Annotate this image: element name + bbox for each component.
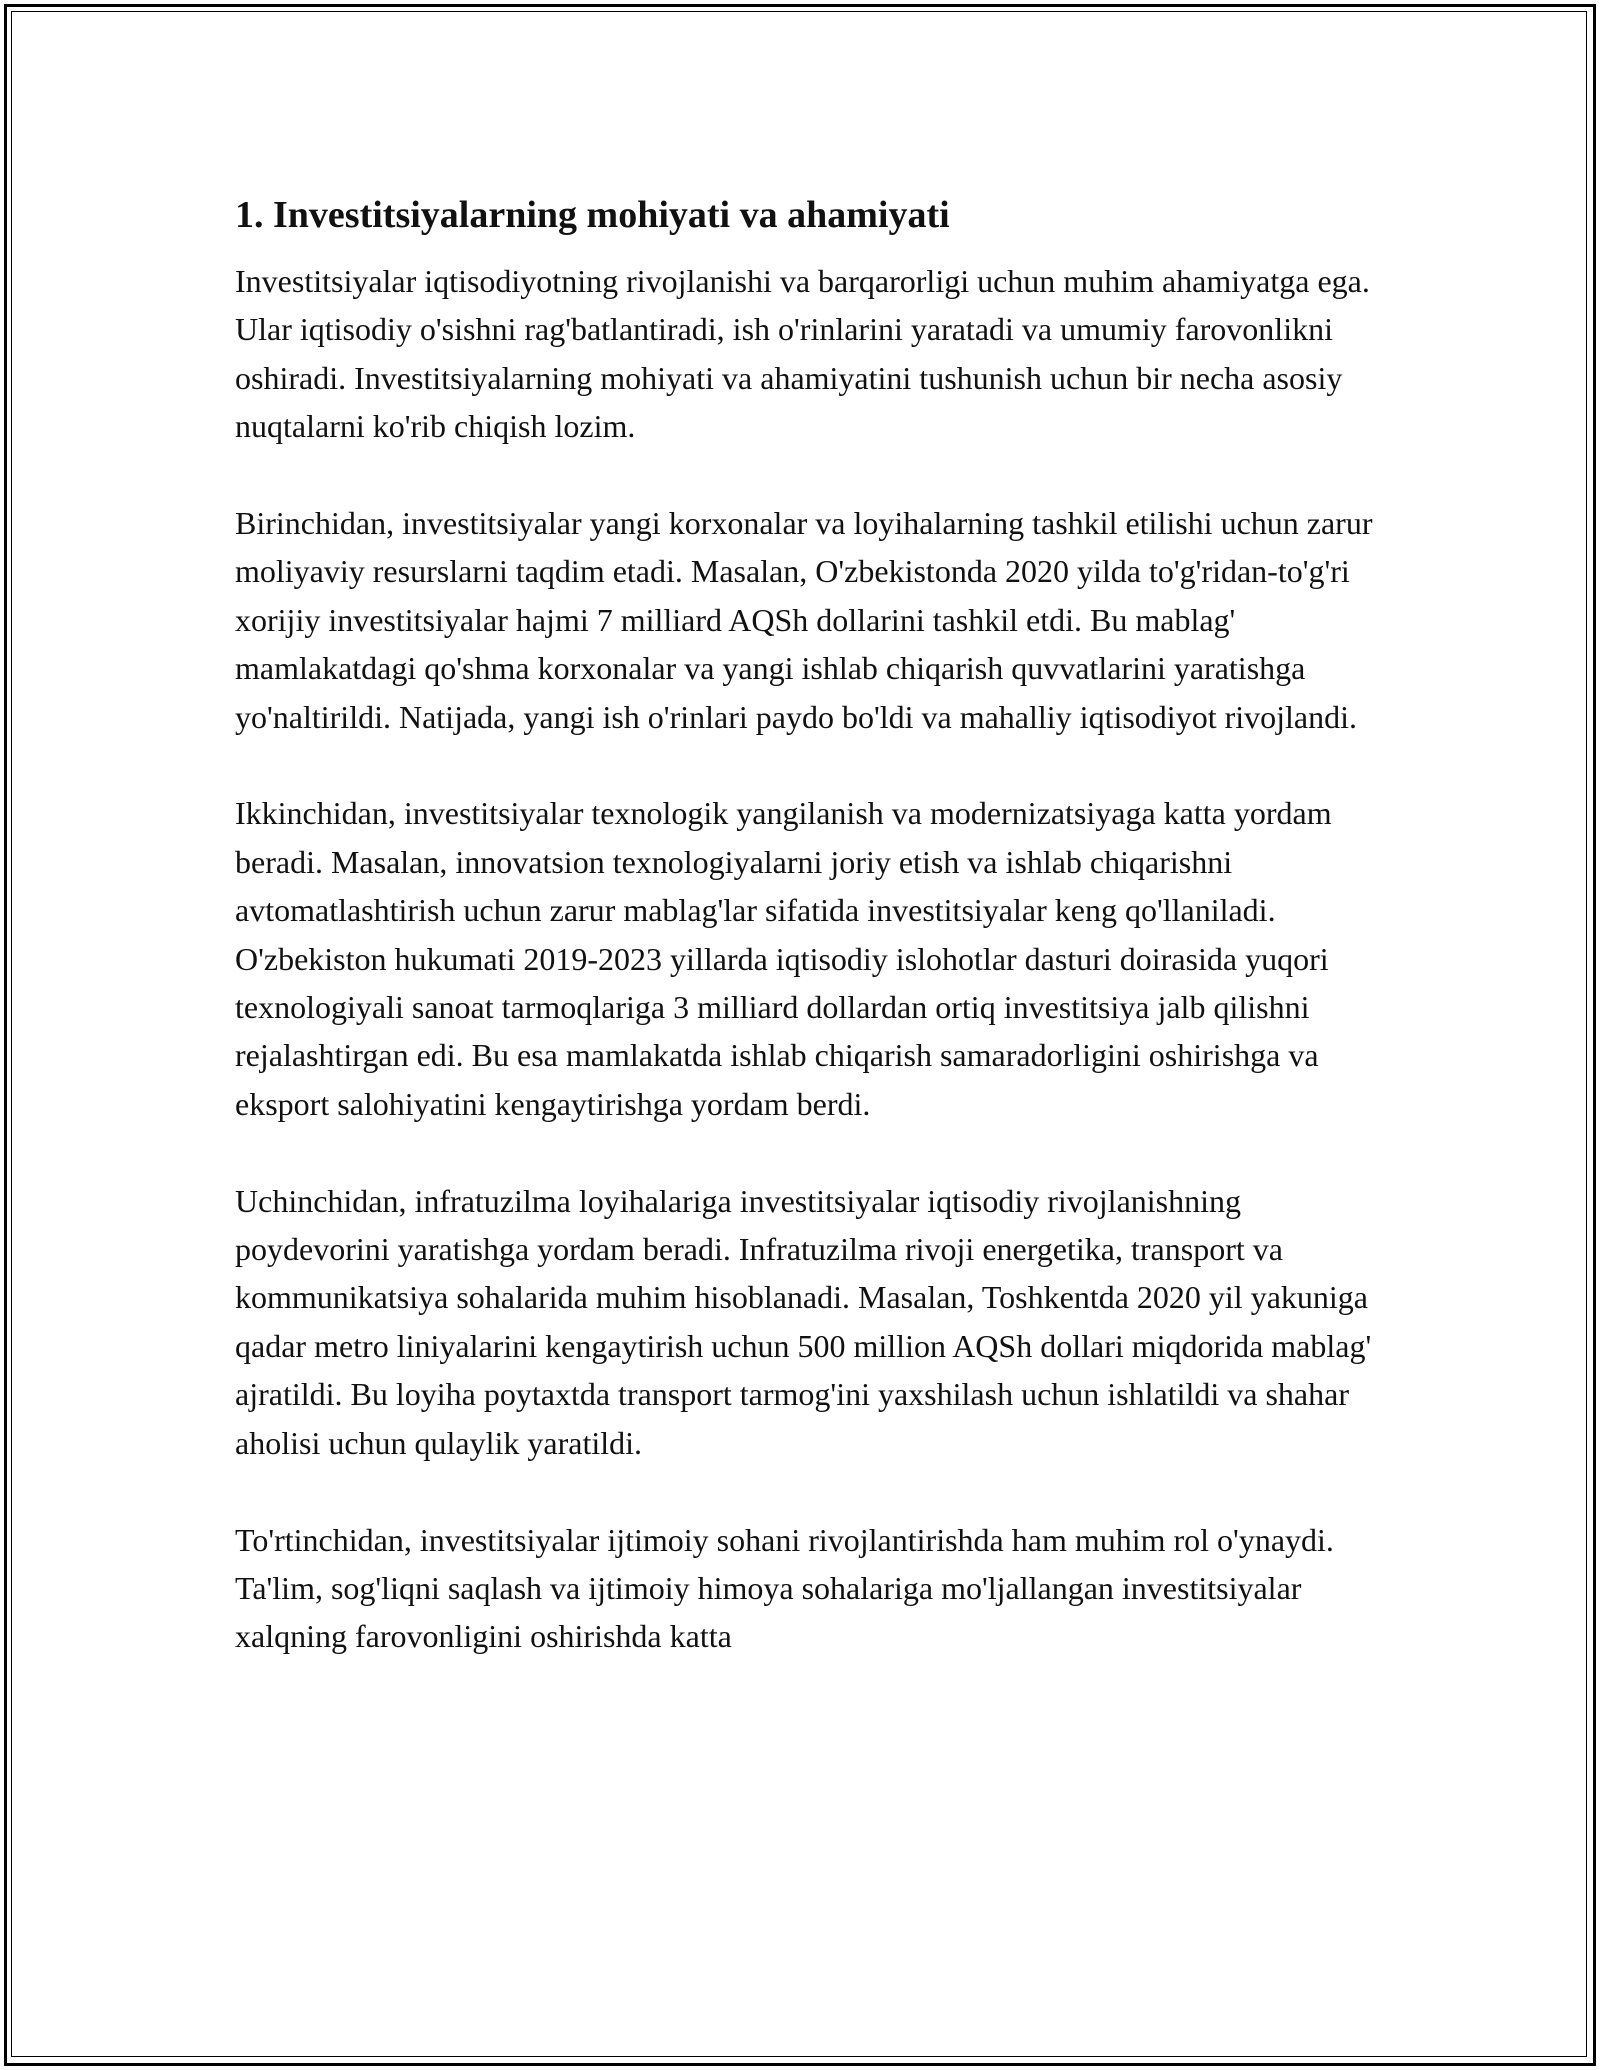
document-page — [235, 185, 1395, 1709]
paragraph-third: Uchinchidan, infratuzilma loyihalariga investitsiyalar iqtisodiy rivojlanishning poydevorini yaratishga yordam beradi. Infratuzilma rivoji energetika, transport va kommunikatsiya sohalarida muhim hisoblanadi. Masalan, Toshkentda 2020 yil yakuniga qadar metro liniyalarini kengaytirish uchun 500 million AQSh dollari miqdorida mablag' ajratildi. Bu loyiha poytaxtda transport tarmog'ini yaxshilash uchun ishlatildi va shahar aholisi uchun qulaylik yaratildi. — [235, 1182, 1372, 1461]
paragraph-first: Birinchidan, investitsiyalar yangi korxonalar va loyihalarning tashkil etilishi uchun zarur moliyaviy resurslarni taqdim etadi. Masalan, O'zbekistonda 2020 yilda to'g'ridan-to'g'ri xorijiy investitsiyalar hajmi 7 milliard AQSh dollarini tashkil etdi. Bu mablag' mamlakatdagi qo'shma korxonalar va yangi ishlab chiqarish quvvatlarini yaratishga yo'naltirildi. Natijada, yangi ish o'rinlari paydo bo'ldi va mahalliy iqtisodiyot rivojlandi. — [235, 505, 1373, 735]
paragraph-intro: Investitsiyalar iqtisodiyotning rivojlanishi va barqarorligi uchun muhim ahamiyatga ega. Ular iqtisodiy o'sishni rag'batlantiradi, ish o'rinlarini yaratadi va umumiy farovonlikni oshiradi. Investitsiyalarning mohiyati va ahamiyatini tushunish uchun bir necha asosiy nuqtalarni ko'rib chiqish lozim. — [235, 263, 1370, 445]
paragraph-second: Ikkinchidan, investitsiyalar texnologik yangilanish va modernizatsiyaga katta yordam beradi. Masalan, innovatsion texnologiyalarni joriy etish va ishlab chiqarishni avtomatlashtirish uchun zarur mablag'lar sifatida investitsiyalar keng qo'llaniladi. O'zbekiston hukumati 2019-2023 yillarda iqtisodiy islohotlar dasturi doirasida yuqori texnologiyali sanoat tarmoqlariga 3 milliard dollardan ortiq investitsiya jalb qilishni rejalashtirgan edi. Bu esa mamlakatda ishlab chiqarish samaradorligini oshirishga va eksport salohiyatini kengaytirishga yordam berdi. — [235, 795, 1332, 1122]
section-heading: 1. Investitsiyalarning mohiyati va ahamiyati — [235, 194, 950, 236]
paragraph-fourth: To'rtinchidan, investitsiyalar ijtimoiy sohani rivojlantirishda ham muhim rol o'ynaydi. Ta'lim, sog'liqni saqlash va ijtimoiy himoya sohalariga mo'ljallangan investitsiyalar xalqning farovonligini oshirishda katta — [235, 1521, 1334, 1655]
